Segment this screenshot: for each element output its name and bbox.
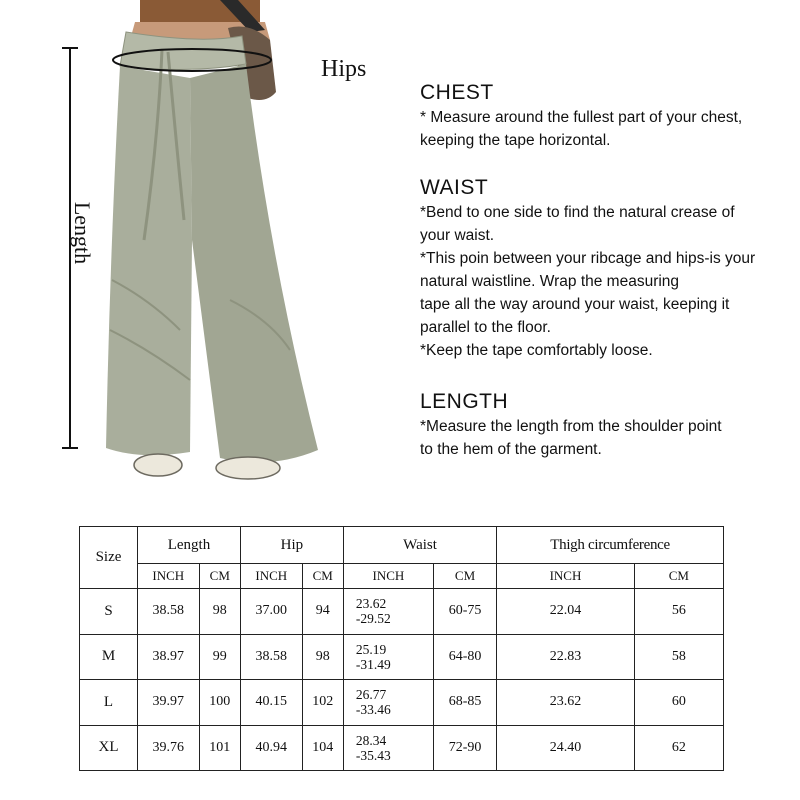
waist-inch-cell bbox=[343, 725, 433, 771]
size-header: Size bbox=[80, 527, 138, 589]
waist-inch-cell bbox=[343, 634, 433, 680]
length-inch-cell: 38.97 bbox=[138, 634, 200, 680]
thigh-inch-cell: 22.04 bbox=[497, 589, 635, 635]
waist-inch-max: -33.46 bbox=[355, 702, 391, 718]
waist-line: *Keep the tape comfortably loose. bbox=[420, 342, 653, 359]
unit-header: INCH bbox=[138, 564, 200, 589]
thigh-cm-cell: 56 bbox=[634, 589, 723, 635]
thigh-cm-cell: 60 bbox=[634, 680, 723, 726]
hips-label: Hips bbox=[321, 56, 367, 82]
waist-line: natural waistline. Wrap the measuring bbox=[420, 273, 680, 290]
hip-inch-cell: 37.00 bbox=[240, 589, 302, 635]
length-inch-cell: 39.76 bbox=[138, 725, 200, 771]
size-cell: XL bbox=[80, 725, 138, 771]
waist-line: *Bend to one side to find the natural crease of bbox=[420, 204, 735, 221]
chest-guide bbox=[420, 81, 790, 152]
length-line: to the hem of the garment. bbox=[420, 441, 602, 458]
thigh-cm-cell: 62 bbox=[634, 725, 723, 771]
waist-line: your waist. bbox=[420, 227, 495, 244]
hip-cm-cell: 104 bbox=[302, 725, 343, 771]
waist-line: *This poin between your ribcage and hips-is your bbox=[420, 250, 756, 267]
hip-inch-cell: 40.15 bbox=[240, 680, 302, 726]
chest-line: * Measure around the fullest part of your chest, bbox=[420, 109, 743, 126]
size-cell: M bbox=[80, 634, 138, 680]
waist-inch-min: 28.34 bbox=[355, 732, 387, 748]
waist-line: tape all the way around your waist, keeping it bbox=[420, 296, 730, 313]
size-chart-table bbox=[79, 526, 724, 771]
waist-inch-max: -31.49 bbox=[355, 656, 391, 672]
length-cm-cell: 101 bbox=[199, 725, 240, 771]
size-cell: S bbox=[80, 589, 138, 635]
hip-group-header: Hip bbox=[240, 527, 343, 564]
waist-inch-max: -29.52 bbox=[355, 611, 391, 627]
thigh-group-header: Thigh circumference bbox=[497, 527, 724, 564]
waist-line: parallel to the floor. bbox=[420, 319, 551, 336]
waist-title: WAIST bbox=[420, 176, 489, 199]
waist-cm-cell: 60-75 bbox=[433, 589, 496, 635]
length-guide bbox=[420, 390, 790, 461]
hip-cm-cell: 98 bbox=[302, 634, 343, 680]
waist-cm-cell: 68-85 bbox=[433, 680, 496, 726]
waist-inch-min: 23.62 bbox=[355, 596, 387, 612]
waist-cm-cell: 64-80 bbox=[433, 634, 496, 680]
unit-header: CM bbox=[199, 564, 240, 589]
length-inch-cell: 38.58 bbox=[138, 589, 200, 635]
unit-header: CM bbox=[433, 564, 496, 589]
hip-cm-cell: 94 bbox=[302, 589, 343, 635]
waist-inch-max: -35.43 bbox=[355, 747, 391, 763]
table-row bbox=[80, 589, 724, 635]
thigh-cm-cell: 58 bbox=[634, 634, 723, 680]
left-shoe bbox=[134, 454, 182, 476]
length-line: *Measure the length from the shoulder point bbox=[420, 418, 722, 435]
chest-line: keeping the tape horizontal. bbox=[420, 132, 611, 149]
waist-inch-cell bbox=[343, 589, 433, 635]
chest-title: CHEST bbox=[420, 81, 494, 104]
table-header-row bbox=[80, 527, 724, 564]
waist-inch-min: 26.77 bbox=[355, 687, 387, 703]
waist-group-header: Waist bbox=[343, 527, 496, 564]
hip-cm-cell: 102 bbox=[302, 680, 343, 726]
waist-guide bbox=[420, 176, 790, 362]
length-title: LENGTH bbox=[420, 390, 509, 413]
length-cm-cell: 99 bbox=[199, 634, 240, 680]
length-group-header: Length bbox=[138, 527, 241, 564]
hip-inch-cell: 40.94 bbox=[240, 725, 302, 771]
waist-cm-cell: 72-90 bbox=[433, 725, 496, 771]
right-leg bbox=[190, 64, 318, 463]
hip-inch-cell: 38.58 bbox=[240, 634, 302, 680]
waist-inch-cell bbox=[343, 680, 433, 726]
thigh-inch-cell: 24.40 bbox=[497, 725, 635, 771]
unit-header: CM bbox=[634, 564, 723, 589]
thigh-inch-cell: 23.62 bbox=[497, 680, 635, 726]
size-cell: L bbox=[80, 680, 138, 726]
unit-header: CM bbox=[302, 564, 343, 589]
unit-header: INCH bbox=[343, 564, 433, 589]
length-label: Length bbox=[70, 201, 95, 265]
table-row bbox=[80, 680, 724, 726]
unit-header: INCH bbox=[240, 564, 302, 589]
unit-header: INCH bbox=[497, 564, 635, 589]
left-leg bbox=[106, 66, 192, 455]
thigh-inch-cell: 22.83 bbox=[497, 634, 635, 680]
table-row bbox=[80, 725, 724, 771]
waist-inch-min: 25.19 bbox=[355, 641, 387, 657]
length-cm-cell: 100 bbox=[199, 680, 240, 726]
length-cm-cell: 98 bbox=[199, 589, 240, 635]
product-figure bbox=[40, 0, 367, 500]
right-shoe bbox=[216, 457, 280, 479]
length-inch-cell: 39.97 bbox=[138, 680, 200, 726]
table-unit-row bbox=[80, 564, 724, 589]
table-row bbox=[80, 634, 724, 680]
